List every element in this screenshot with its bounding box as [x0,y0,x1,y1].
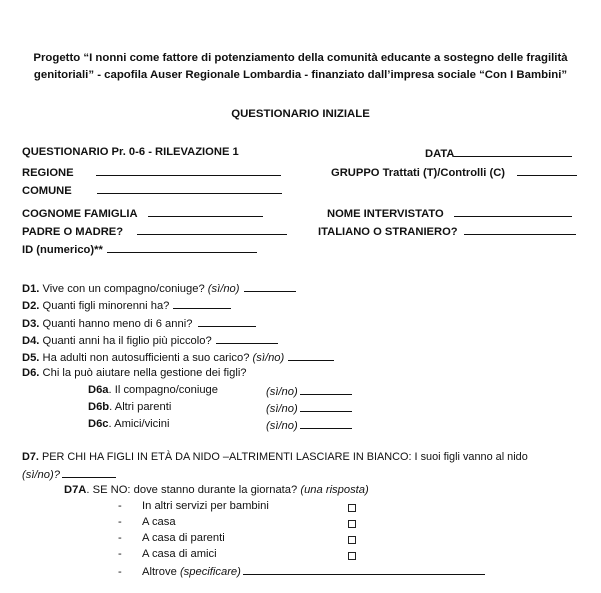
d5-number: D5. [22,352,40,364]
d6-number: D6. [22,367,40,379]
question-d5 [22,350,334,364]
d5-text: Ha adulti non autosufficienti a suo carico? [39,352,253,364]
option-dash: - [118,548,122,560]
question-d6c [88,418,169,430]
question-d4 [22,333,278,347]
d3-number: D3. [22,318,40,330]
d6a-number: D6a [88,384,109,396]
padre-madre-input-line[interactable] [137,224,287,235]
padre-madre-field [22,224,287,238]
question-d6b [88,401,171,413]
id-input-line[interactable] [107,242,257,253]
d1-answer-line[interactable] [244,281,296,292]
header-line-1: Progetto “I nonni come fattore di potenziamento della comunità educante a sostegno delle fragilità [33,52,568,64]
option-hint: (specificare) [179,566,241,578]
gruppo-field [331,165,577,179]
option-label: In altri servizi per bambini [142,500,269,512]
option-dash: - [118,500,122,512]
d6b-hint: (sì/no) [266,403,298,415]
d7-text: PER CHI HA FIGLI IN ETÀ DA NIDO –ALTRIMENTI LASCIARE IN BIANCO: I suoi figli vanno al nido [38,451,528,463]
gruppo-label: GRUPPO Trattati (T)/Controlli (C) [331,167,506,179]
d6b-answer [266,401,352,415]
regione-field [22,165,281,179]
gruppo-input-line[interactable] [517,165,577,176]
d2-number: D2. [22,300,40,312]
d6a-answer [266,384,352,398]
d7-number: D7. [22,451,39,463]
comune-field [22,183,282,197]
d6a-text: . Il compagno/coniuge [108,384,218,396]
d6c-answer [266,418,352,432]
option-2-checkbox[interactable] [348,520,356,528]
d5-hint: (sì/no) [252,352,285,364]
questionario-label: QUESTIONARIO Pr. 0-6 - RILEVAZIONE 1 [22,146,239,158]
d4-number: D4. [22,335,40,347]
nome-input-line[interactable] [454,206,572,217]
question-d3 [22,316,256,330]
d7a-number: D7A [64,484,87,496]
option-label: A casa di amici [142,548,217,560]
cognome-label: COGNOME FAMIGLIA [22,208,138,220]
d1-number: D1. [22,283,40,295]
padre-madre-label: PADRE O MADRE? [22,226,124,238]
option-4 [118,548,217,560]
d7-answer-line[interactable] [62,467,116,478]
d3-text: Quanti hanno meno di 6 anni? [39,318,193,330]
data-field [425,146,572,160]
d2-text: Quanti figli minorenni ha? [39,300,170,312]
comune-label: COMUNE [22,185,72,197]
option-3 [118,532,225,544]
option-dash: - [118,566,122,578]
regione-input-line[interactable] [96,165,281,176]
question-d2 [22,298,231,312]
option-label: A casa di parenti [142,532,225,544]
comune-input-line[interactable] [97,183,282,194]
italiano-input-line[interactable] [464,224,576,235]
d6-text: Chi la può aiutare nella gestione dei figli? [39,367,247,379]
d6c-number: D6c [88,418,109,430]
italiano-label: ITALIANO O STRANIERO? [318,226,458,238]
d1-hint: (sì/no) [207,283,240,295]
option-5 [118,564,485,578]
d6c-text: . Amici/vicini [108,418,170,430]
id-field [22,242,257,256]
option-1 [118,500,269,512]
d6a-answer-line[interactable] [300,384,352,395]
option-4-checkbox[interactable] [348,552,356,560]
d4-answer-line[interactable] [216,333,278,344]
d7-hint: (sì/no)? [22,469,60,481]
option-label: Altrove [142,566,180,578]
questionnaire-title: QUESTIONARIO INIZIALE [231,108,370,120]
d5-answer-line[interactable] [288,350,334,361]
d6c-hint: (sì/no) [266,420,298,432]
option-3-checkbox[interactable] [348,536,356,544]
question-d7 [22,451,528,463]
option-5-answer-line[interactable] [243,564,485,575]
option-dash: - [118,516,122,528]
d6c-answer-line[interactable] [300,418,352,429]
cognome-input-line[interactable] [148,206,263,217]
data-label: DATA [425,148,455,160]
question-d1 [22,281,296,295]
d2-answer-line[interactable] [173,298,231,309]
d3-answer-line[interactable] [198,316,256,327]
question-d6 [22,367,247,379]
d1-text: Vive con un compagno/coniuge? [39,283,208,295]
d6a-hint: (sì/no) [266,386,298,398]
d4-text: Quanti anni ha il figlio più piccolo? [39,335,212,347]
data-input-line[interactable] [454,146,572,157]
option-dash: - [118,532,122,544]
d7-answer [22,467,116,481]
id-label: ID (numerico)** [22,244,103,256]
d6b-number: D6b [88,401,110,413]
header-line-2: genitoriali” - capofila Auser Regionale Lombardia - finanziato dall’impresa sociale “Con I Bambini” [33,69,568,81]
nome-field [327,206,572,220]
question-d7a [64,484,369,496]
regione-label: REGIONE [22,167,74,179]
cognome-field [22,206,263,220]
option-2 [118,516,176,528]
d7a-text: . SE NO: dove stanno durante la giornata? [86,484,301,496]
option-label: A casa [142,516,176,528]
nome-label: NOME INTERVISTATO [327,208,444,220]
d7a-hint: (una risposta) [300,484,369,496]
option-1-checkbox[interactable] [348,504,356,512]
document-header [20,50,581,84]
d6b-answer-line[interactable] [300,401,352,412]
italiano-field [318,224,576,238]
d6b-text: . Altri parenti [109,401,172,413]
question-d6a [88,384,218,396]
